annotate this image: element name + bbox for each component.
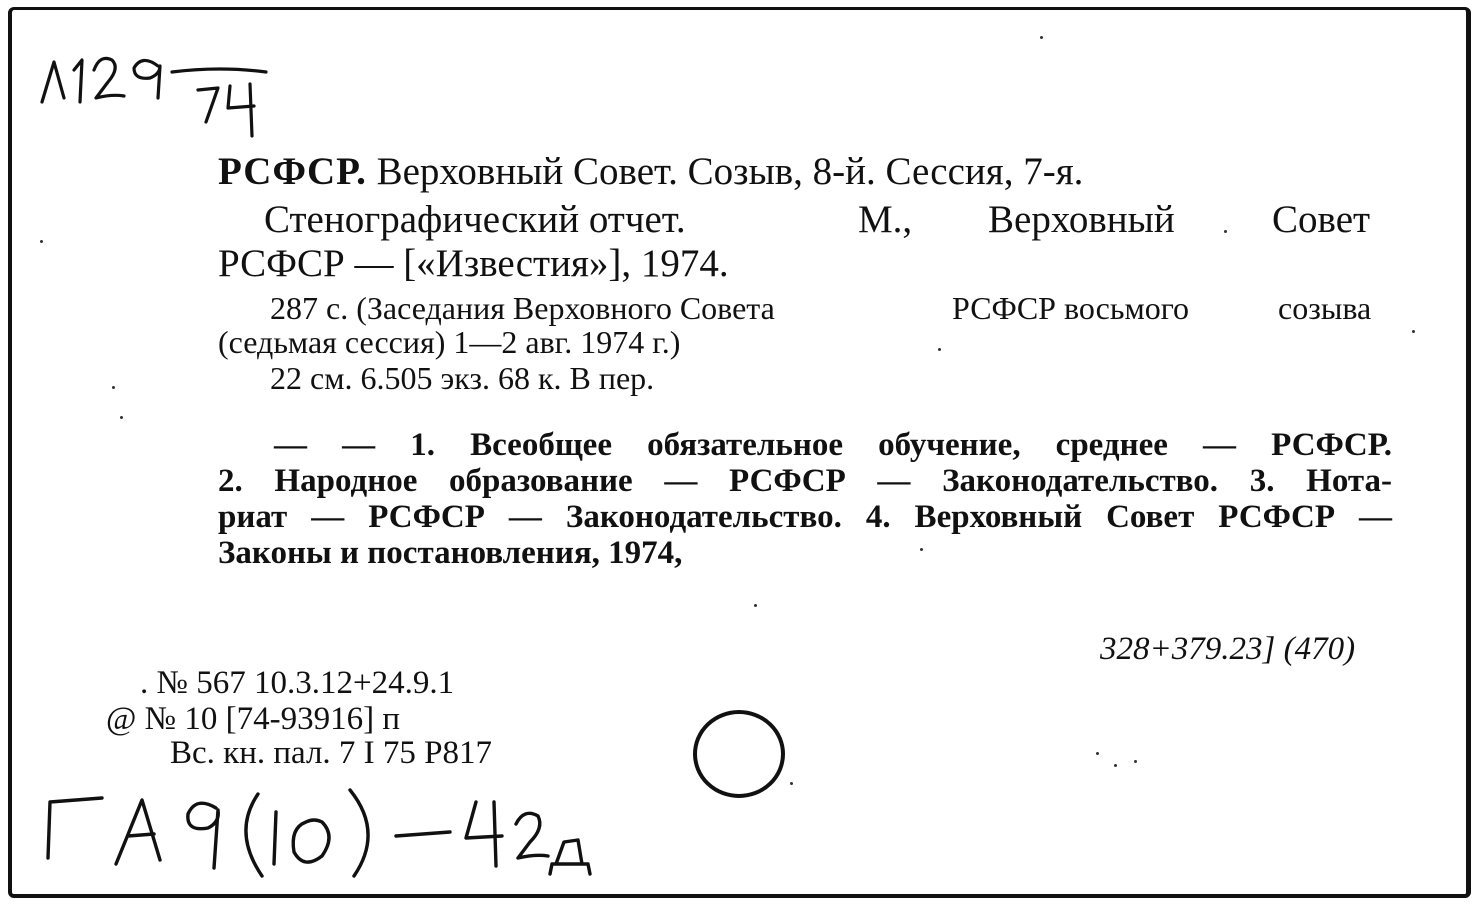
title-part-c: Верховный xyxy=(988,198,1175,241)
subject-line-4: Законы и постановления, 1974, xyxy=(218,535,683,571)
handwritten-call-number xyxy=(36,772,606,882)
size-line: 22 см. 6.505 экз. 68 к. В пер. xyxy=(270,360,655,396)
title-line-2: РСФСР — [«Известия»], 1974. xyxy=(218,242,729,285)
handwritten-shelf-mark xyxy=(30,40,270,140)
pages-part-b: РСФСР восьмого xyxy=(952,290,1190,326)
pages-line-2: (седьмая сессия) 1—2 авг. 1974 г.) xyxy=(218,324,681,360)
title-part-d: Совет xyxy=(1272,198,1371,241)
subject-line-2: 2. Народное образование — РСФСР — Законодательство. 3. Нота- xyxy=(218,463,1392,499)
catalog-number-2: @ № 10 [74-93916] п xyxy=(106,701,401,737)
heading-bold: РСФСР. xyxy=(218,150,367,193)
punch-hole-circle xyxy=(690,706,790,802)
pages-part-a: 287 с. (Заседания Верховного Совета xyxy=(270,290,775,326)
classification-code: 328+379.23] (470) xyxy=(1100,631,1356,667)
heading-text: Верховный Совет. Созыв, 8-й. Сессия, 7-я. xyxy=(376,150,1084,193)
title-part-a: Стенографический отчет. xyxy=(264,198,686,241)
subject-line-3: риат — РСФСР — Законодательство. 4. Верховный Совет РСФСР — xyxy=(218,499,1392,535)
catalog-number-3: Вс. кн. пал. 7 I 75 Р817 xyxy=(170,735,493,771)
heading-line xyxy=(218,152,1083,192)
title-part-b: М., xyxy=(858,198,913,241)
catalog-number-1: . № 567 10.3.12+24.9.1 xyxy=(140,665,455,701)
pages-part-c: созыва xyxy=(1278,290,1372,326)
subject-line-1: — — 1. Всеобщее обязательное обучение, среднее — РСФСР. xyxy=(274,427,1392,463)
